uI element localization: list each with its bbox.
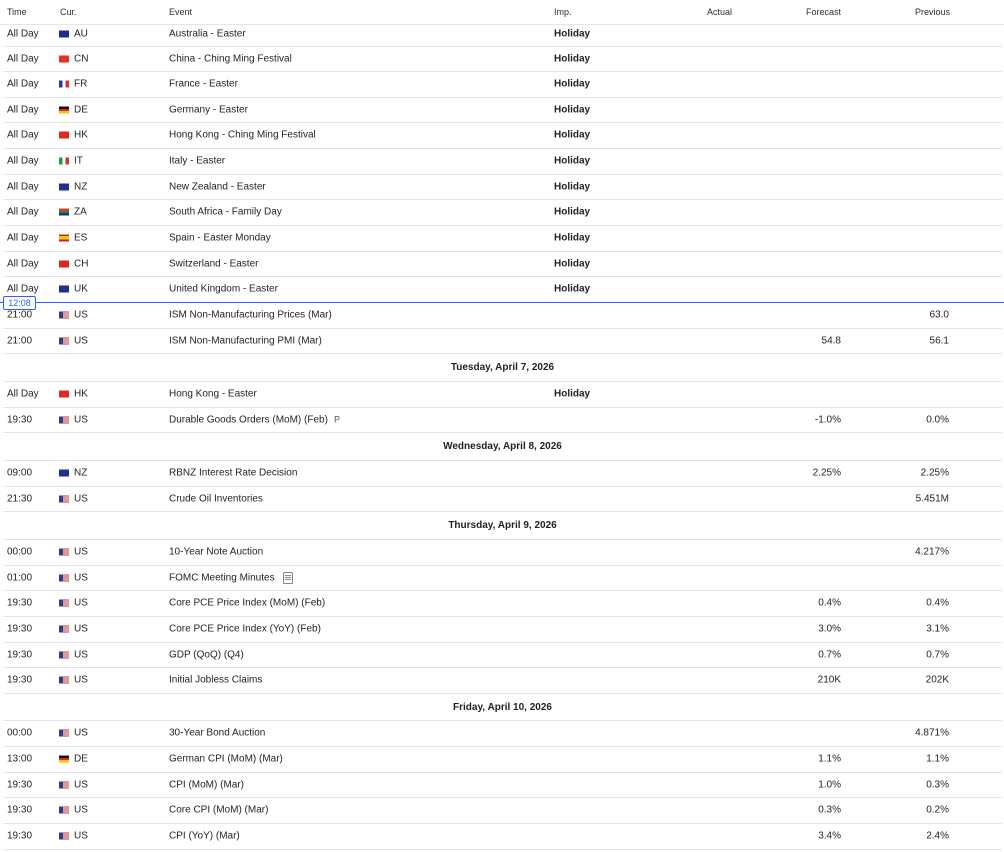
forecast-cell: 2.25%: [812, 467, 841, 479]
event-cell[interactable]: ISM Non-Manufacturing PMI (Mar): [169, 335, 322, 346]
currency-cell: US: [74, 546, 88, 558]
currency-cell: DE: [74, 753, 88, 765]
currency-cell: US: [74, 649, 88, 660]
event-cell[interactable]: Switzerland - Easter: [169, 258, 259, 269]
event-cell[interactable]: Core PCE Price Index (YoY) (Feb): [169, 623, 321, 635]
date-separator: [3, 511, 1002, 540]
table-row[interactable]: [3, 71, 1002, 98]
event-cell[interactable]: Germany - Easter: [169, 104, 248, 115]
importance-cell: Holiday: [554, 28, 591, 39]
date-label: Tuesday, April 7, 2026: [450, 362, 555, 373]
time-cell: All Day: [7, 258, 39, 269]
previous-cell: 0.7%: [926, 649, 949, 660]
hong-kong-flag-icon: [59, 391, 69, 398]
current-time-badge: 12:08: [3, 296, 36, 310]
united-states-flag-icon: [59, 807, 69, 814]
event-cell[interactable]: Spain - Easter Monday: [169, 232, 271, 244]
currency-cell: US: [74, 493, 88, 504]
importance-cell: Holiday: [554, 258, 591, 269]
time-cell: All Day: [7, 28, 39, 39]
time-cell: All Day: [7, 388, 39, 400]
table-row[interactable]: [3, 328, 1002, 354]
currency-cell: AU: [74, 28, 88, 39]
time-cell: All Day: [7, 53, 39, 64]
germany-flag-icon: [59, 106, 69, 113]
event-cell[interactable]: 10-Year Note Auction: [169, 546, 264, 558]
event-cell[interactable]: 30-Year Bond Auction: [169, 727, 266, 739]
previous-cell: 0.2%: [926, 804, 949, 816]
importance-cell: Holiday: [554, 388, 591, 400]
header-event: Event: [169, 7, 193, 17]
event-cell[interactable]: [169, 572, 293, 584]
forecast-cell: 0.3%: [818, 804, 841, 816]
currency-cell: NZ: [74, 181, 88, 192]
time-cell: 19:30: [7, 597, 33, 609]
united-states-flag-icon: [59, 337, 69, 344]
currency-cell: ZA: [74, 206, 87, 218]
table-row[interactable]: [3, 276, 1002, 303]
forecast-cell: 0.4%: [818, 597, 841, 609]
previous-cell: 202K: [925, 674, 949, 686]
event-cell[interactable]: Hong Kong - Ching Ming Festival: [169, 129, 316, 141]
united-states-flag-icon: [59, 312, 69, 319]
time-cell: 21:00: [7, 309, 33, 321]
event-cell[interactable]: Italy - Easter: [169, 155, 226, 167]
currency-cell: CH: [74, 258, 89, 269]
currency-cell: NZ: [74, 467, 88, 479]
table-row[interactable]: [3, 225, 1002, 252]
united-states-flag-icon: [59, 574, 69, 581]
table-row[interactable]: [3, 746, 1002, 773]
event-cell[interactable]: CPI (YoY) (Mar): [169, 830, 240, 842]
event-cell[interactable]: France - Easter: [169, 78, 238, 90]
table-row[interactable]: [3, 97, 1002, 123]
united-states-flag-icon: [59, 677, 69, 684]
table-row[interactable]: [3, 407, 1002, 433]
previous-cell: 63.0: [929, 309, 949, 321]
united-states-flag-icon: [59, 781, 69, 788]
united-states-flag-icon: [59, 651, 69, 658]
importance-cell: Holiday: [554, 232, 591, 244]
currency-cell: US: [74, 572, 88, 583]
forecast-cell: 3.4%: [818, 830, 841, 842]
header-time: Time: [7, 7, 27, 17]
table-row[interactable]: [3, 148, 1002, 175]
importance-cell: Holiday: [554, 155, 591, 167]
time-cell: All Day: [7, 232, 39, 244]
time-cell: 19:30: [7, 779, 33, 790]
currency-cell: US: [74, 597, 88, 609]
time-cell: 00:00: [7, 727, 33, 739]
event-cell[interactable]: German CPI (MoM) (Mar): [169, 753, 283, 765]
preliminary-tag-icon: P: [333, 414, 340, 424]
previous-cell: 0.0%: [926, 414, 949, 425]
event-text: FOMC Meeting Minutes: [169, 572, 275, 584]
france-flag-icon: [59, 81, 69, 88]
date-separator: [3, 693, 1002, 721]
event-cell[interactable]: [169, 414, 340, 425]
previous-cell: 4.871%: [915, 727, 949, 739]
united-states-flag-icon: [59, 600, 69, 607]
australia-flag-icon: [59, 30, 69, 37]
importance-cell: Holiday: [554, 283, 591, 295]
china-flag-icon: [59, 55, 69, 62]
previous-cell: 0.3%: [926, 779, 949, 790]
currency-cell: HK: [74, 129, 88, 141]
table-row[interactable]: [3, 590, 1002, 617]
time-cell: All Day: [7, 283, 39, 295]
united-states-flag-icon: [59, 626, 69, 633]
currency-cell: US: [74, 623, 88, 635]
hong-kong-flag-icon: [59, 132, 69, 139]
table-row[interactable]: [3, 302, 1002, 329]
time-cell: 21:00: [7, 335, 33, 346]
currency-cell: US: [74, 779, 88, 790]
table-row[interactable]: [3, 823, 1002, 850]
event-cell[interactable]: ISM Non-Manufacturing Prices (Mar): [169, 309, 332, 321]
forecast-cell: -1.0%: [814, 414, 841, 425]
date-separator: [3, 432, 1002, 461]
document-icon[interactable]: [283, 572, 293, 584]
united-states-flag-icon: [59, 416, 69, 423]
table-row[interactable]: [3, 46, 1002, 72]
header-importance: Imp.: [554, 7, 572, 17]
currency-cell: US: [74, 830, 88, 842]
importance-cell: Holiday: [554, 53, 591, 64]
event-cell[interactable]: Australia - Easter: [169, 28, 246, 39]
time-cell: All Day: [7, 206, 39, 218]
event-cell[interactable]: Crude Oil Inventories: [169, 493, 263, 504]
currency-cell: ES: [74, 232, 88, 244]
event-cell[interactable]: United Kingdom - Easter: [169, 283, 278, 295]
currency-cell: US: [74, 674, 88, 686]
time-cell: 19:30: [7, 804, 33, 816]
currency-cell: US: [74, 309, 88, 321]
forecast-cell: 210K: [817, 674, 841, 686]
event-cell[interactable]: RBNZ Interest Rate Decision: [169, 467, 298, 479]
new-zealand-flag-icon: [59, 183, 69, 190]
importance-cell: Holiday: [554, 206, 591, 218]
united-states-flag-icon: [59, 495, 69, 502]
forecast-cell: 1.1%: [818, 753, 841, 765]
time-cell: 19:30: [7, 830, 33, 842]
time-cell: 09:00: [7, 467, 33, 479]
currency-cell: FR: [74, 78, 88, 90]
time-cell: 01:00: [7, 572, 33, 583]
previous-cell: 56.1: [929, 335, 949, 346]
currency-cell: US: [74, 804, 88, 816]
table-row[interactable]: [3, 199, 1002, 226]
previous-cell: 2.4%: [926, 830, 949, 842]
previous-cell: 5.451M: [915, 493, 949, 504]
time-cell: All Day: [7, 78, 39, 90]
event-cell[interactable]: GDP (QoQ) (Q4): [169, 649, 244, 660]
united-states-flag-icon: [59, 549, 69, 556]
time-cell: All Day: [7, 155, 39, 167]
event-cell[interactable]: Initial Jobless Claims: [169, 674, 263, 686]
table-row[interactable]: [3, 667, 1002, 694]
time-cell: All Day: [7, 104, 39, 115]
united-kingdom-flag-icon: [59, 286, 69, 293]
table-row[interactable]: [3, 21, 1002, 47]
header-currency: Cur.: [60, 7, 77, 17]
table-row[interactable]: [3, 642, 1002, 668]
previous-cell: 3.1%: [926, 623, 949, 635]
importance-cell: Holiday: [554, 104, 591, 115]
italy-flag-icon: [59, 158, 69, 165]
event-cell[interactable]: South Africa - Family Day: [169, 206, 282, 218]
time-cell: All Day: [7, 181, 39, 192]
previous-cell: 2.25%: [920, 467, 949, 479]
event-text: Durable Goods Orders (MoM) (Feb): [169, 414, 328, 425]
importance-cell: Holiday: [554, 181, 591, 192]
table-row[interactable]: [3, 797, 1002, 824]
table-row[interactable]: [3, 251, 1002, 277]
table-row[interactable]: [3, 381, 1002, 408]
date-separator: [3, 353, 1002, 382]
event-cell[interactable]: New Zealand - Easter: [169, 181, 266, 192]
forecast-cell: 0.7%: [818, 649, 841, 660]
germany-flag-icon: [59, 756, 69, 763]
date-label: Friday, April 10, 2026: [453, 702, 552, 713]
time-cell: 13:00: [7, 753, 33, 765]
currency-cell: US: [74, 335, 88, 346]
event-cell[interactable]: Core PCE Price Index (MoM) (Feb): [169, 597, 326, 609]
united-states-flag-icon: [59, 833, 69, 840]
table-row[interactable]: [3, 565, 1002, 591]
forecast-cell: 1.0%: [818, 779, 841, 790]
previous-cell: 0.4%: [926, 597, 949, 609]
time-cell: 19:30: [7, 674, 33, 686]
time-cell: 19:30: [7, 623, 33, 635]
previous-cell: 4.217%: [915, 546, 949, 558]
spain-flag-icon: [59, 235, 69, 242]
currency-cell: CN: [74, 53, 89, 64]
event-cell[interactable]: Hong Kong - Easter: [169, 388, 257, 400]
previous-cell: 1.1%: [926, 753, 949, 765]
switzerland-flag-icon: [59, 260, 69, 267]
event-cell[interactable]: CPI (MoM) (Mar): [169, 779, 244, 790]
time-cell: 21:30: [7, 493, 33, 504]
table-row[interactable]: [3, 616, 1002, 643]
time-cell: 19:30: [7, 414, 33, 425]
time-cell: All Day: [7, 129, 39, 141]
event-cell[interactable]: Core CPI (MoM) (Mar): [169, 804, 269, 816]
table-row[interactable]: [3, 772, 1002, 798]
table-row[interactable]: [3, 122, 1002, 149]
table-row[interactable]: [3, 720, 1002, 747]
currency-cell: DE: [74, 104, 88, 115]
importance-cell: Holiday: [554, 129, 591, 141]
time-cell: 00:00: [7, 546, 33, 558]
date-label: Wednesday, April 8, 2026: [443, 441, 562, 452]
currency-cell: US: [74, 727, 88, 739]
header-forecast: Forecast: [806, 7, 842, 17]
table-row[interactable]: [3, 539, 1002, 566]
currency-cell: UK: [74, 283, 88, 295]
event-cell[interactable]: China - Ching Ming Festival: [169, 53, 292, 64]
table-row[interactable]: [3, 460, 1002, 487]
currency-cell: US: [74, 414, 88, 425]
time-cell: 19:30: [7, 649, 33, 660]
south-africa-flag-icon: [59, 209, 69, 216]
new-zealand-flag-icon: [59, 470, 69, 477]
currency-cell: IT: [74, 155, 83, 167]
table-row[interactable]: [3, 486, 1002, 512]
currency-cell: HK: [74, 388, 88, 400]
header-actual: Actual: [707, 7, 733, 17]
forecast-cell: 54.8: [821, 335, 841, 346]
forecast-cell: 3.0%: [818, 623, 841, 635]
header-previous: Previous: [915, 7, 951, 17]
date-label: Thursday, April 9, 2026: [448, 520, 557, 531]
table-row[interactable]: [3, 174, 1002, 200]
importance-cell: Holiday: [554, 78, 591, 90]
united-states-flag-icon: [59, 730, 69, 737]
